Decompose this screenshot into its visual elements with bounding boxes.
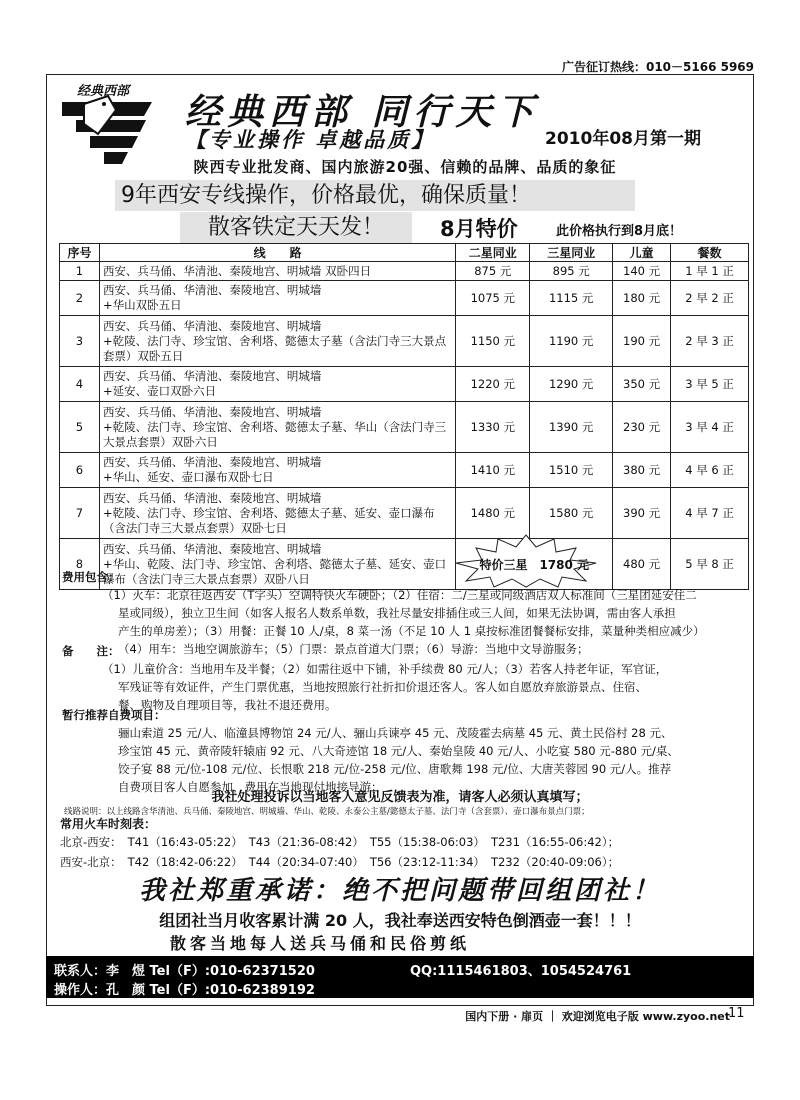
optional-line: 骊山索道 25 元/人、临潼县博物馆 24 元/人、骊山兵谏亭 45 元、茂陵霍去病墓 45 元、黄土民俗村 28 元、 <box>118 726 673 740</box>
meal-count: 2 早 3 正 <box>671 316 749 367</box>
fees-line: （1）火车：北京往返西安（T字头）空调特快火车硬卧；（2）住宿：二/三星或同级酒店双人标准间（三星团延安住二 <box>102 588 697 602</box>
row-number: 5 <box>60 402 100 453</box>
col-header-route: 线 路 <box>99 244 455 262</box>
meal-count: 3 早 5 正 <box>671 367 749 402</box>
meal-count: 4 早 6 正 <box>671 453 749 488</box>
row-number: 7 <box>60 488 100 539</box>
train-time: T231（16:55-06:42）； <box>490 835 620 849</box>
optional-line: 珍宝馆 45 元、黄帝陵轩辕庙 92 元、八大奇迹馆 18 元/人、秦始皇陵 40 元/人、小吃宴 580 元-880 元/桌、 <box>118 744 679 758</box>
group-gift-offer: 组团社当月收客累计满 20 人，我社奉送西安特色倒酒壶一套！！！ <box>159 911 641 930</box>
train-time: T43（21:36-08:42） <box>248 835 364 849</box>
special-price-label: 特价三星 1780 元 <box>479 557 590 572</box>
page-number: 11 <box>728 1006 745 1021</box>
three-star-price: 1290 元 <box>530 367 613 402</box>
three-star-price: 1580 元 <box>530 488 613 539</box>
special-price-label: 8月特价 <box>440 217 518 241</box>
train-time: T41（16:43-05:22） <box>127 835 243 849</box>
route-price-table <box>59 243 749 590</box>
route-cell: 西安、兵马俑、华清池、秦陵地宫、明城墙 +延安、壶口双卧六日 <box>99 367 455 402</box>
row-number: 6 <box>60 453 100 488</box>
train-time: T55（15:38-06:03） <box>369 835 485 849</box>
three-star-price: 1510 元 <box>530 453 613 488</box>
route-cell: 西安、兵马俑、华清池、秦陵地宫、明城墙 +华山、乾陵、法门寺、珍宝馆、舍利塔、懿德太子墓、延安、壶口瀑布（含法门寺三大景点套票）双卧八日 <box>99 539 455 590</box>
route-note: 线路说明：以上线路含华清池、兵马俑、秦陵地宫、明城墙、华山、乾陵、永泰公主墓/懿德太子墓、法门寺（含套票）、壶口瀑布景点门票； <box>64 807 590 817</box>
promo-banner-2: 散客铁定天天发！ <box>180 212 412 243</box>
child-price: 140 元 <box>613 262 671 281</box>
row-number: 2 <box>60 281 100 316</box>
train-row <box>60 832 625 852</box>
optional-line: 饺子宴 88 元/位-108 元/位、长恨歌 218 元/位-258 元/位、唐歌舞 198 元/位、大唐芙蓉园 90 元/人。推荐 <box>118 762 672 776</box>
table-row <box>60 262 749 281</box>
meal-count: 4 早 7 正 <box>671 488 749 539</box>
complaint-notice: 我社处理投诉以当地客人意见反馈表为准，请客人必须认真填写； <box>211 790 589 805</box>
train-direction: 北京-西安： <box>60 835 122 849</box>
ad-hotline: 广告征订热线：010－5166 5969 <box>561 60 754 74</box>
train-direction: 西安-北京： <box>60 855 122 869</box>
promo-banner-1: 9年西安专线操作，价格最优，确保质量！ <box>115 180 635 211</box>
train-time: T56（23:12-11:34） <box>369 855 485 869</box>
fees-line: 星或同级），独立卫生间（如客人报名人数系单数，我社尽量安排插住或三人间，如果无法协调，需由客人承担 <box>118 606 676 620</box>
train-row <box>60 852 625 872</box>
two-star-price: 1220 元 <box>456 367 530 402</box>
page-footer: 国内下册 · 扉页 ｜ 欢迎浏览电子版 www.zyoo.net <box>465 1010 730 1023</box>
col-header-two-star: 二星同业 <box>456 244 530 262</box>
optional-line: 自费项目客人自愿参加，费用在当地现付地接导游； <box>118 780 383 794</box>
child-price: 190 元 <box>613 316 671 367</box>
three-star-price: 1190 元 <box>530 316 613 367</box>
train-time: T42（18:42-06:22） <box>127 855 243 869</box>
issue-date: 2010年08月第一期 <box>545 129 701 149</box>
child-price: 230 元 <box>613 402 671 453</box>
route-cell: 西安、兵马俑、华清池、秦陵地宫、明城墙 +乾陵、法门寺、珍宝馆、舍利塔、懿德太子墓、华山（含法门寺三大景点套票）双卧六日 <box>99 402 455 453</box>
route-cell: 西安、兵马俑、华清池、秦陵地宫、明城墙 +华山双卧五日 <box>99 281 455 316</box>
meal-count: 1 早 1 正 <box>671 262 749 281</box>
child-price: 380 元 <box>613 453 671 488</box>
row-number: 1 <box>60 262 100 281</box>
contact-bar <box>46 956 754 998</box>
remarks-line: 餐、购物及自理项目等，我社不退还费用。 <box>118 698 337 712</box>
child-price: 180 元 <box>613 281 671 316</box>
logo-text: 经典西部 <box>77 84 130 99</box>
meal-count: 3 早 4 正 <box>671 402 749 453</box>
train-schedule-heading: 常用火车时刻表： <box>60 817 157 831</box>
row-number: 4 <box>60 367 100 402</box>
optional-heading: 暂行推荐自费项目： <box>62 708 166 722</box>
fees-heading: 费用包含： <box>62 570 120 584</box>
remarks-heading: 备 注： <box>62 644 120 658</box>
child-price: 390 元 <box>613 488 671 539</box>
meal-count: 2 早 2 正 <box>671 281 749 316</box>
fees-line: 产生的单房差）；（3）用餐：正餐 10 人/桌，8 菜一汤（不足 10 人 1 桌按标准团餐餐标安排，菜量种类相应减少） <box>118 624 705 638</box>
subslogan: 【专业操作 卓越品质】 <box>185 127 436 152</box>
table-row <box>60 488 749 539</box>
col-header-no: 序号 <box>60 244 100 262</box>
table-row <box>60 367 749 402</box>
price-validity: 此价格执行到8月底！ <box>556 224 683 239</box>
route-cell: 西安、兵马俑、华清池、秦陵地宫、明城墙 +乾陵、法门寺、珍宝馆、舍利塔、懿德太子墓（含法门寺三大景点套票）双卧五日 <box>99 316 455 367</box>
table-row <box>60 402 749 453</box>
two-star-price: 1330 元 <box>456 402 530 453</box>
fees-line: （4）用车：当地空调旅游车；（5）门票：景点首道大门票；（6）导游：当地中文导游服务； <box>118 642 589 656</box>
route-cell: 西安、兵马俑、华清池、秦陵地宫、明城墙 +乾陵、法门寺、珍宝馆、舍利塔、懿德太子墓、延安、壶口瀑布（含法门寺三大景点套票）双卧七日 <box>99 488 455 539</box>
two-star-price: 1150 元 <box>456 316 530 367</box>
row-number: 8 <box>60 539 100 590</box>
remarks-line: （1）儿童价含：当地用车及半餐；（2）如需往返中下铺，补手续费 80 元/人；（3）若客人持老年证，军官证， <box>102 662 668 676</box>
train-time: T44（20:34-07:40） <box>248 855 364 869</box>
col-header-child: 儿童 <box>613 244 671 262</box>
three-star-price: 1390 元 <box>530 402 613 453</box>
train-schedule-table <box>60 832 625 872</box>
individual-gift-offer: 散客当地每人送兵马俑和民俗剪纸 <box>170 934 471 953</box>
operator-person: 操作人：孔 颜 Tel（F）:010-62389192 <box>54 983 315 998</box>
child-price: 480 元 <box>613 539 671 590</box>
slogan: 经典西部 同行天下 <box>185 91 540 133</box>
two-star-price: 1075 元 <box>456 281 530 316</box>
table-row <box>60 316 749 367</box>
contact-qq: QQ:1115461803、1054524761 <box>410 964 632 979</box>
row-number: 3 <box>60 316 100 367</box>
three-star-price: 895 元 <box>530 262 613 281</box>
table-header-row <box>60 244 749 262</box>
two-star-price: 1410 元 <box>456 453 530 488</box>
two-star-price: 875 元 <box>456 262 530 281</box>
train-time: T232（20:40-09:06）； <box>490 855 620 869</box>
three-star-price: 1115 元 <box>530 281 613 316</box>
remarks-line: 军残证等有效证件，产生门票优惠，当地按照旅行社折扣价退还客人。客人如自愿放弃旅游景点、住宿、 <box>118 680 647 694</box>
route-cell: 西安、兵马俑、华清池、秦陵地宫、明城墙 双卧四日 <box>99 262 455 281</box>
remarks-section <box>62 642 667 714</box>
optional-items-section <box>62 706 679 796</box>
col-header-meals: 餐数 <box>671 244 749 262</box>
promise-banner: 我社郑重承诺：绝不把问题带回组团社！ <box>138 876 661 906</box>
table-row <box>60 453 749 488</box>
contact-person: 联系人：李 煜 Tel（F）:010-62371520 <box>54 964 315 979</box>
meal-count: 5 早 8 正 <box>671 539 749 590</box>
company-tagline: 陕西专业批发商、国内旅游20强、信赖的品牌、品质的象征 <box>193 158 617 176</box>
two-star-price: 1480 元 <box>456 488 530 539</box>
route-cell: 西安、兵马俑、华清池、秦陵地宫、明城墙 +华山、延安、壶口瀑布双卧七日 <box>99 453 455 488</box>
table-row <box>60 281 749 316</box>
child-price: 350 元 <box>613 367 671 402</box>
col-header-three-star: 三星同业 <box>530 244 613 262</box>
